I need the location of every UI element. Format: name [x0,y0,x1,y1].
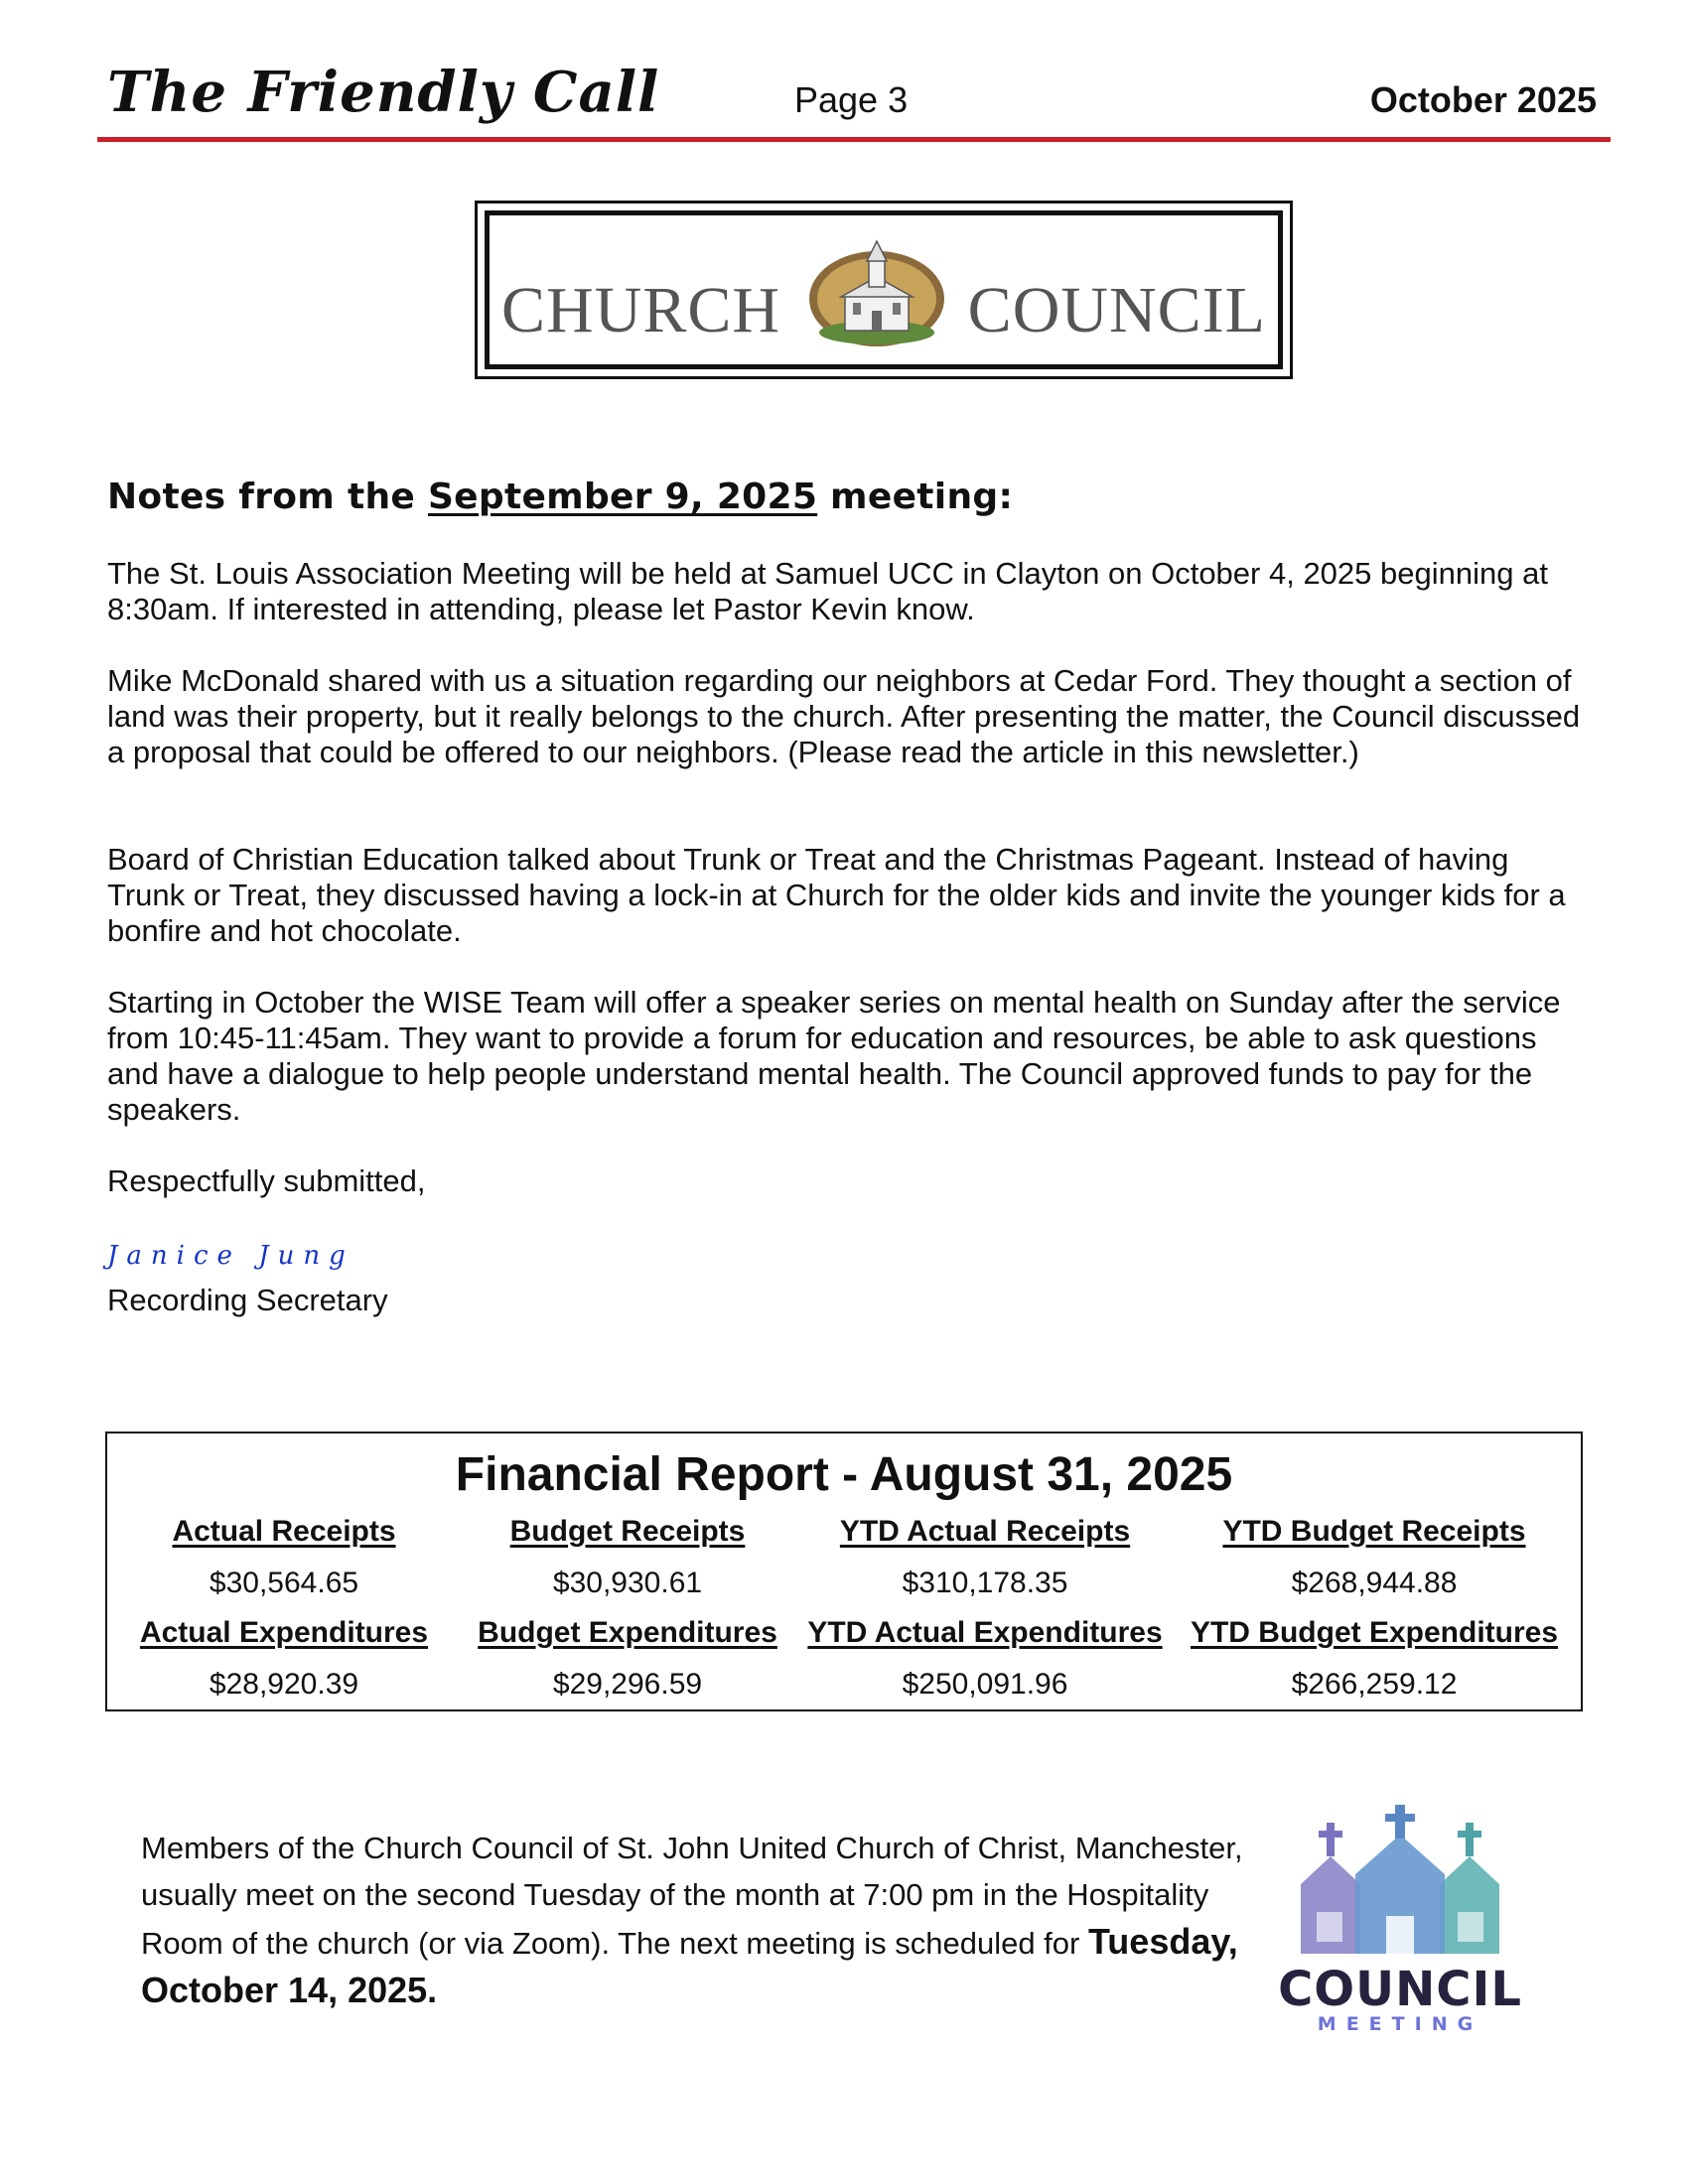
banner-word-church: CHURCH [501,274,781,346]
expenditure-header: Budget Expenditures [478,1616,777,1649]
signature: Janice Jung [107,1241,354,1271]
header-divider [97,137,1611,142]
expenditure-value: $266,259.12 [1291,1668,1458,1701]
expenditure-value: $28,920.39 [209,1668,359,1701]
expenditure-header: Actual Expenditures [139,1616,429,1649]
receipt-value: $30,930.61 [552,1567,703,1599]
notes-heading [107,477,1013,517]
expenditure-value: $29,296.59 [552,1668,703,1701]
council-meeting-logo [1261,1805,1539,2033]
meeting-info [141,1825,1263,2015]
notes-heading-suffix: meeting: [817,477,1014,517]
notes-paragraph-association-meeting: The St. Louis Association Meeting will be held at Samuel UCC in Clayton on October 4, 2025 beginning at 8:30am. If interested in attending, please let Pastor Kevin know. [107,556,1548,626]
receipt-header: Actual Receipts [172,1515,396,1548]
church-council-banner [475,201,1293,379]
church-building-icon [807,237,946,351]
page-number: Page 3 [794,79,909,120]
issue-date: October 2025 [1369,79,1597,120]
meeting-info-text: Members of the Church Council of St. John United Church of Christ, Manchester, usually meet on the second Tuesday of the month at 7:00 pm in the Hospitality Room of the church (or via Zoom). The next meeting is scheduled for [141,1831,1243,1961]
signer-title: Recording Secretary [107,1283,388,1317]
expenditure-header: YTD Budget Expenditures [1190,1616,1559,1649]
receipt-value: $268,944.88 [1291,1567,1458,1599]
notes-paragraph-cedar-ford: Mike McDonald shared with us a situation regarding our neighbors at Cedar Ford. They thought a section of land was their property, but it really belongs to the church. After presenting the matter, the Council discussed a proposal that could be offered to our neighbors. (Please read the article in this newsletter.) [107,663,1581,769]
notes-closing: Respectfully submitted, [107,1163,426,1198]
receipt-header: YTD Actual Receipts [839,1515,1131,1548]
church-steeples-icon [1261,1805,1539,1964]
financial-report-title: Financial Report - August 31, 2025 [455,1448,1233,1501]
financial-report-box [105,1432,1583,1711]
notes-heading-prefix: Notes from the [107,477,428,517]
banner-frame [485,210,1283,369]
receipt-value: $310,178.35 [902,1567,1068,1599]
receipt-header: YTD Budget Receipts [1222,1515,1526,1548]
banner-word-council: COUNCIL [967,274,1266,346]
logo-council-word: COUNCIL [1278,1962,1522,2017]
logo-meeting-word: MEETING [1317,2013,1483,2035]
notes-paragraph-wise-team: Starting in October the WISE Team will offer a speaker series on mental health on Sunday after the service from 10:45-11:45am. They want to provide a forum for education and resources, be able to ask questions and have a dialogue to help people understand mental health. The Council approved funds to pay for the speakers. [107,985,1561,1127]
notes-paragraph-christian-education: Board of Christian Education talked about Trunk or Treat and the Christmas Pageant. Instead of having Trunk or Treat, they discussed having a lock-in at Church for the older kids and invite the younger kids for a bonfire and hot chocolate. [107,842,1566,948]
next-meeting-date: Tuesday, October 14, 2025. [141,1921,1238,2010]
newsletter-masthead: The Friendly Call [107,60,660,125]
expenditure-header: YTD Actual Expenditures [807,1616,1163,1649]
expenditure-value: $250,091.96 [902,1668,1068,1701]
receipt-header: Budget Receipts [509,1515,746,1548]
notes-heading-date: September 9, 2025 [427,477,818,517]
receipt-value: $30,564.65 [209,1567,359,1599]
